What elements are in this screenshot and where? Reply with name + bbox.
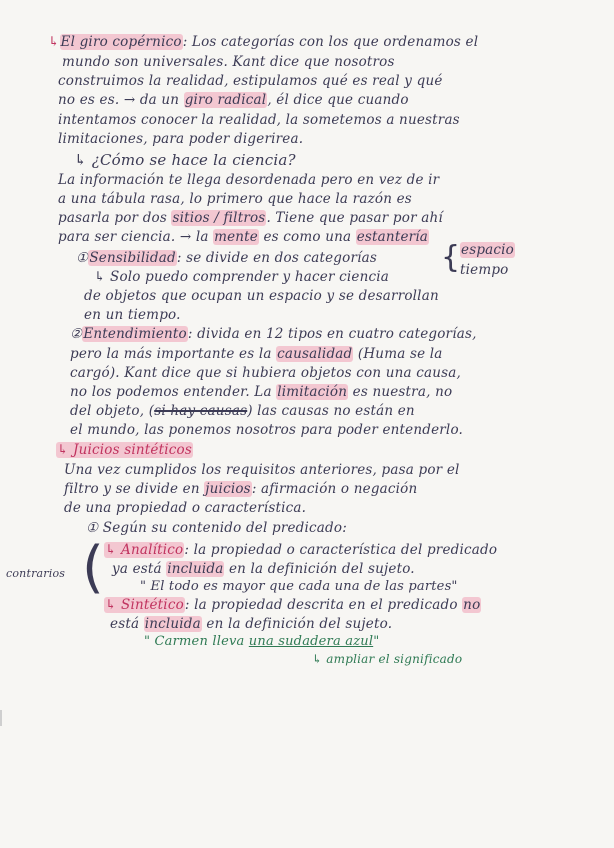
sintetico-example [144,634,379,650]
text: pero la más importante es la [70,346,277,362]
text: : la propiedad o característica del predicado [184,542,498,558]
s3-line-1 [76,250,377,266]
s1-line-6: limitaciones, para poder digerirea. [58,131,304,147]
text: (Huma se la [353,346,443,362]
highlight: mente [214,229,258,245]
s5-line-1: Una vez cumplidos los requisitos anteriores, pasa por el [64,462,460,478]
highlight: espacio [461,242,515,258]
text: es nuestra, no [348,384,453,400]
page-edge-mark [0,710,2,726]
highlight: Sensibilidad [89,250,176,266]
highlight: incluida [167,561,224,577]
highlight: incluida [144,616,201,632]
text: del objeto, ( [70,403,155,419]
sintetico-line-1 [104,597,481,613]
s2-line-4 [58,229,429,245]
highlight: no [463,597,481,613]
analitico-line-2 [112,561,415,577]
s4-line-2 [70,346,443,362]
text: no es es. → da un [58,92,184,108]
option-tiempo: tiempo [460,262,509,278]
text: está [110,616,144,632]
highlight: juicios [205,481,251,497]
sintetico-line-2 [110,616,392,632]
s4-line-3: cargó). Kant dice que si hubiera objetos con una causa, [70,365,462,381]
text: , él dice que cuando [267,92,409,108]
brace-icon: ( [82,535,104,600]
highlight: estantería [356,229,429,245]
text: filtro y se divide en [64,481,205,497]
highlight: giro radical [184,92,267,108]
text: " [373,634,380,649]
text: es como una [258,229,356,245]
s1-line-4 [58,92,409,108]
text: " Carmen lleva [144,634,249,649]
s2-line-1: La información te llega desordenada pero en vez de ir [58,172,440,188]
s4-line-5 [70,403,415,419]
s4-line-6: el mundo, las ponemos nosotros para poder entenderlo. [70,422,464,438]
text: en la definición del sujeto. [201,616,393,632]
text: no los podemos entender. La [70,384,277,400]
s1-line-1 [48,34,478,50]
highlight: causalidad [277,346,353,362]
s3-line-2: ↳ Solo puedo comprender y hacer ciencia [94,269,389,285]
text: . Tiene que pasar por ahí [266,210,443,226]
text: para ser ciencia. → la [58,229,214,245]
text: ya está [112,561,167,577]
text: ) las causas no están en [247,403,415,419]
analitico-example: " El todo es mayor que cada una de las partes" [140,579,458,594]
underlined-text: una sudadera azul [248,634,374,649]
s1-line-2: mundo son universales. Kant dice que nosotros [62,54,395,70]
s3-line-3: de objetos que ocupan un espacio y se desarrollan [84,288,439,304]
highlight: limitación [277,384,348,400]
struck-text: si hay causas [154,403,248,419]
analitico-line-1 [104,542,497,558]
text: en la definición del sujeto. [224,561,415,577]
number-one-icon: ① [76,250,89,266]
question-heading: ↳ ¿Cómo se hace la ciencia? [74,151,296,169]
number-two-icon: ② [70,326,83,342]
s5-line-2 [64,481,417,497]
s1-line-5: intentamos conocer la realidad, la sometemos a nuestras [58,112,460,128]
highlight: ↳ Juicios sintéticos [57,442,192,458]
text: : Los categorías con los que ordenamos el [182,34,479,50]
text: : se divide en dos categorías [176,250,378,266]
side-note-contrarios: contrarios [6,567,66,580]
text: : divida en 12 tipos en cuatro categorías, [187,326,477,342]
ampliar-note: ↳ ampliar el significado [312,652,463,666]
s4-line-4 [70,384,452,400]
highlight: sitios / filtros [172,210,266,226]
s2-line-3 [58,210,443,226]
analitico-title: ↳ Analítico [105,542,184,558]
s3-line-4: en un tiempo. [84,307,181,323]
arrow-icon: ↳ [48,34,60,50]
s4-line-1 [70,326,477,342]
brace-icon: { [441,240,461,275]
text: : afirmación o negación [251,481,418,497]
sintetico-title: ↳ Sintético [105,597,184,613]
s2-line-2: a una tábula rasa, lo primero que hace la razón es [58,191,412,207]
subheading-segun: ① Según su contenido del predicado: [86,520,347,536]
s1-line-3: construimos la realidad, estipulamos qué es real y qué [58,73,443,89]
highlight: Entendimiento [83,326,187,342]
s5-line-3: de una propiedad o característica. [64,500,307,516]
text: pasarla por dos [58,210,172,226]
juicios-heading [56,442,193,458]
text: : la propiedad descrita en el predicado [184,597,463,613]
heading-giro: El giro copérnico [60,34,182,50]
option-espacio [460,242,515,258]
